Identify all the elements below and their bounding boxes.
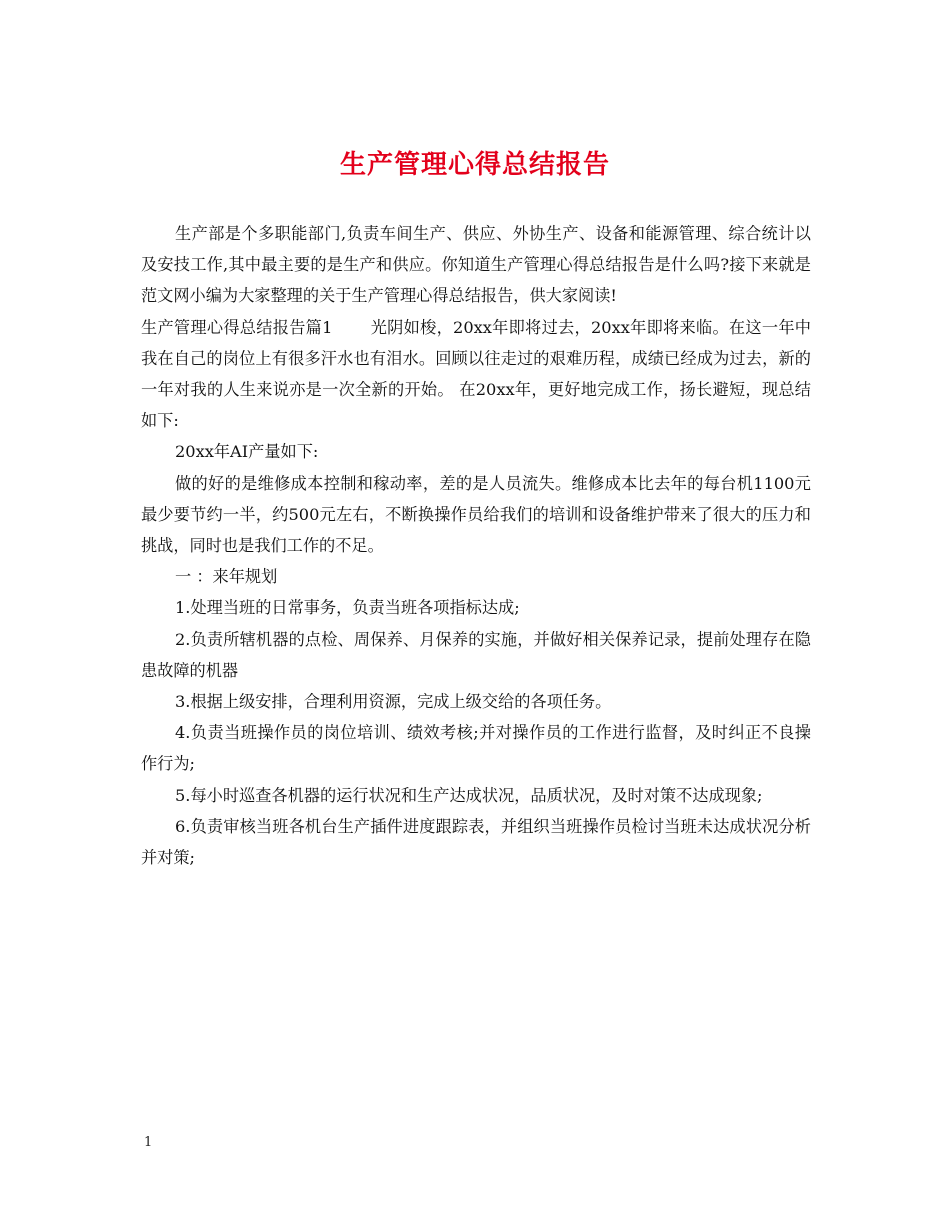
plan-item-3: 3.根据上级安排，合理利用资源，完成上级交给的各项任务。 [175, 692, 612, 712]
section-paragraph [141, 312, 811, 437]
document-body [141, 218, 811, 873]
summary-paragraph: 做的好的是维修成本控制和稼动率，差的是人员流失。维修成本比去年的每台机1100元最少要节约一半，约500元左右，不断换操作员给我们的培训和设备维护带来了很大的压力和挑战，同时也是我们工作的不足。 [141, 473, 811, 556]
plan-item-2: 2.负责所辖机器的点检、周保养、月保养的实施，并做好相关保养记录，提前处理存在隐患故障的机器 [141, 629, 811, 680]
plan-item-1: 1.处理当班的日常事务，负责当班各项指标达成; [175, 598, 520, 618]
plan-heading: 一 ：来年规划 [175, 567, 278, 587]
plan-item-6: 6.负责审核当班各机台生产插件进度跟踪表，并组织当班操作员检讨当班未达成状况分析并对策; [141, 816, 811, 868]
page-number: 1 [144, 1135, 153, 1150]
section-heading: 生产管理心得总结报告篇1 [141, 317, 333, 337]
ai-output-line: 20xx年AI产量如下: [175, 442, 319, 462]
section-lead-text: 光阴如梭，20xx年即将过去，20xx年即将来临。在这一年中我在自己的岗位上有很多汗水也有泪水。回顾以往走过的艰难历程，成绩已经成为过去，新的一年对我的人生来说亦是一次全新的开始。 在20xx年，更好地完成工作，扬长避短，现总结如下: [141, 317, 811, 431]
intro-paragraph: 生产部是个多职能部门,负责车间生产、供应、外协生产、设备和能源管理、综合统计以及安技工作,其中最主要的是生产和供应。你知道生产管理心得总结报告是什么吗?接下来就是范文网小编为大家整理的关于生产管理心得总结报告，供大家阅读! [141, 224, 811, 306]
plan-item-4: 4.负责当班操作员的岗位培训、绩效考核;并对操作员的工作进行监督，及时纠正不良操作行为; [141, 723, 811, 774]
document-title: 生产管理心得总结报告 [339, 150, 610, 180]
plan-item-5: 5.每小时巡查各机器的运行状况和生产达成状况，品质状况，及时对策不达成现象; [175, 785, 763, 805]
